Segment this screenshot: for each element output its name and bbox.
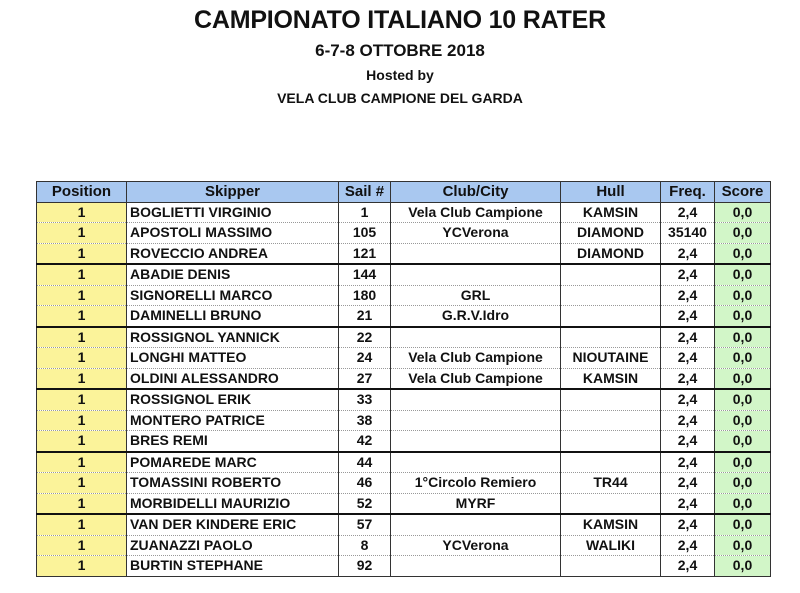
score-cell: 0,0 (715, 493, 771, 514)
skipper-cell: LONGHI MATTEO (127, 348, 339, 369)
club-cell: GRL (391, 285, 561, 306)
score-cell: 0,0 (715, 410, 771, 431)
freq-cell: 2,4 (661, 493, 715, 514)
club-cell (391, 410, 561, 431)
sail-number-cell: 38 (339, 410, 391, 431)
position-cell: 1 (37, 452, 127, 473)
table-row (37, 535, 771, 556)
club-cell (391, 556, 561, 577)
score-cell: 0,0 (715, 473, 771, 494)
position-cell: 1 (37, 410, 127, 431)
table-row (37, 431, 771, 452)
club-cell (391, 327, 561, 348)
table-row (37, 493, 771, 514)
sail-number-cell: 52 (339, 493, 391, 514)
club-cell: Vela Club Campione (391, 202, 561, 223)
skipper-cell: APOSTOLI MASSIMO (127, 223, 339, 244)
club-cell: Vela Club Campione (391, 368, 561, 389)
position-cell: 1 (37, 514, 127, 535)
hull-cell (561, 306, 661, 327)
col-header-sail: Sail # (339, 182, 391, 203)
sail-number-cell: 1 (339, 202, 391, 223)
freq-cell: 2,4 (661, 327, 715, 348)
table-row (37, 473, 771, 494)
club-cell: G.R.V.Idro (391, 306, 561, 327)
club-cell (391, 243, 561, 264)
page-title: CAMPIONATO ITALIANO 10 RATER (193, 6, 606, 34)
table-row (37, 264, 771, 285)
hull-cell (561, 285, 661, 306)
club-cell: Vela Club Campione (391, 348, 561, 369)
position-cell: 1 (37, 306, 127, 327)
club-cell: 1°Circolo Remiero (391, 473, 561, 494)
score-cell: 0,0 (715, 306, 771, 327)
hull-cell (561, 556, 661, 577)
skipper-cell: DAMINELLI BRUNO (127, 306, 339, 327)
table-row (37, 556, 771, 577)
sail-number-cell: 22 (339, 327, 391, 348)
skipper-cell: ROSSIGNOL ERIK (127, 389, 339, 410)
skipper-cell: ROVECCIO ANDREA (127, 243, 339, 264)
hull-cell (561, 327, 661, 348)
col-header-score: Score (715, 182, 771, 203)
score-cell: 0,0 (715, 452, 771, 473)
freq-cell: 2,4 (661, 368, 715, 389)
club-cell: YCVerona (391, 223, 561, 244)
skipper-cell: SIGNORELLI MARCO (127, 285, 339, 306)
position-cell: 1 (37, 285, 127, 306)
table-row (37, 452, 771, 473)
score-cell: 0,0 (715, 264, 771, 285)
position-cell: 1 (37, 493, 127, 514)
hull-cell: NIOUTAINE (561, 348, 661, 369)
hull-cell: KAMSIN (561, 202, 661, 223)
score-cell: 0,0 (715, 327, 771, 348)
sail-number-cell: 24 (339, 348, 391, 369)
col-header-club: Club/City (391, 182, 561, 203)
skipper-cell: MONTERO PATRICE (127, 410, 339, 431)
freq-cell: 2,4 (661, 535, 715, 556)
table-row (37, 223, 771, 244)
skipper-cell: MORBIDELLI MAURIZIO (127, 493, 339, 514)
sail-number-cell: 21 (339, 306, 391, 327)
position-cell: 1 (37, 473, 127, 494)
score-cell: 0,0 (715, 202, 771, 223)
club-cell (391, 264, 561, 285)
freq-cell: 2,4 (661, 410, 715, 431)
table-row (37, 410, 771, 431)
hull-cell (561, 410, 661, 431)
sail-number-cell: 57 (339, 514, 391, 535)
col-header-skipper: Skipper (127, 182, 339, 203)
table-row (37, 389, 771, 410)
club-cell: YCVerona (391, 535, 561, 556)
score-cell: 0,0 (715, 348, 771, 369)
host-club: VELA CLUB CAMPIONE DEL GARDA (277, 90, 523, 106)
skipper-cell: POMAREDE MARC (127, 452, 339, 473)
sail-number-cell: 44 (339, 452, 391, 473)
results-table (36, 181, 771, 577)
freq-cell: 2,4 (661, 348, 715, 369)
position-cell: 1 (37, 202, 127, 223)
club-cell (391, 431, 561, 452)
score-cell: 0,0 (715, 535, 771, 556)
freq-cell: 35140 (661, 223, 715, 244)
freq-cell: 2,4 (661, 473, 715, 494)
col-header-hull: Hull (561, 182, 661, 203)
sail-number-cell: 42 (339, 431, 391, 452)
score-cell: 0,0 (715, 223, 771, 244)
skipper-cell: OLDINI ALESSANDRO (127, 368, 339, 389)
table-header-row (37, 182, 771, 203)
position-cell: 1 (37, 368, 127, 389)
sail-number-cell: 105 (339, 223, 391, 244)
freq-cell: 2,4 (661, 285, 715, 306)
position-cell: 1 (37, 348, 127, 369)
freq-cell: 2,4 (661, 243, 715, 264)
freq-cell: 2,4 (661, 306, 715, 327)
freq-cell: 2,4 (661, 389, 715, 410)
hull-cell: KAMSIN (561, 514, 661, 535)
position-cell: 1 (37, 535, 127, 556)
sail-number-cell: 8 (339, 535, 391, 556)
skipper-cell: ROSSIGNOL YANNICK (127, 327, 339, 348)
skipper-cell: ZUANAZZI PAOLO (127, 535, 339, 556)
score-cell: 0,0 (715, 514, 771, 535)
skipper-cell: TOMASSINI ROBERTO (127, 473, 339, 494)
club-cell (391, 452, 561, 473)
score-cell: 0,0 (715, 368, 771, 389)
sail-number-cell: 33 (339, 389, 391, 410)
club-cell (391, 389, 561, 410)
hull-cell: DIAMOND (561, 223, 661, 244)
score-cell: 0,0 (715, 389, 771, 410)
event-dates: 6-7-8 OTTOBRE 2018 (315, 41, 485, 60)
score-cell: 0,0 (715, 285, 771, 306)
hull-cell: DIAMOND (561, 243, 661, 264)
table-row (37, 327, 771, 348)
skipper-cell: BURTIN STEPHANE (127, 556, 339, 577)
hosted-by-label: Hosted by (366, 67, 434, 83)
skipper-cell: ABADIE DENIS (127, 264, 339, 285)
col-header-position: Position (37, 182, 127, 203)
skipper-cell: BOGLIETTI VIRGINIO (127, 202, 339, 223)
position-cell: 1 (37, 431, 127, 452)
sail-number-cell: 46 (339, 473, 391, 494)
col-header-freq: Freq. (661, 182, 715, 203)
table-row (37, 514, 771, 535)
hull-cell (561, 452, 661, 473)
table-row (37, 306, 771, 327)
club-cell: MYRF (391, 493, 561, 514)
hull-cell: WALIKI (561, 535, 661, 556)
position-cell: 1 (37, 264, 127, 285)
table-row (37, 285, 771, 306)
position-cell: 1 (37, 243, 127, 264)
freq-cell: 2,4 (661, 556, 715, 577)
sail-number-cell: 27 (339, 368, 391, 389)
table-row (37, 243, 771, 264)
freq-cell: 2,4 (661, 514, 715, 535)
hull-cell: KAMSIN (561, 368, 661, 389)
score-cell: 0,0 (715, 556, 771, 577)
freq-cell: 2,4 (661, 202, 715, 223)
table-row (37, 368, 771, 389)
position-cell: 1 (37, 556, 127, 577)
score-cell: 0,0 (715, 243, 771, 264)
freq-cell: 2,4 (661, 431, 715, 452)
table-row (37, 348, 771, 369)
table-row (37, 202, 771, 223)
freq-cell: 2,4 (661, 264, 715, 285)
club-cell (391, 514, 561, 535)
hull-cell: TR44 (561, 473, 661, 494)
sail-number-cell: 180 (339, 285, 391, 306)
hull-cell (561, 389, 661, 410)
position-cell: 1 (37, 223, 127, 244)
position-cell: 1 (37, 389, 127, 410)
skipper-cell: VAN DER KINDERE ERIC (127, 514, 339, 535)
hull-cell (561, 431, 661, 452)
skipper-cell: BRES REMI (127, 431, 339, 452)
sail-number-cell: 121 (339, 243, 391, 264)
sail-number-cell: 92 (339, 556, 391, 577)
score-cell: 0,0 (715, 431, 771, 452)
freq-cell: 2,4 (661, 452, 715, 473)
position-cell: 1 (37, 327, 127, 348)
sail-number-cell: 144 (339, 264, 391, 285)
hull-cell (561, 264, 661, 285)
hull-cell (561, 493, 661, 514)
